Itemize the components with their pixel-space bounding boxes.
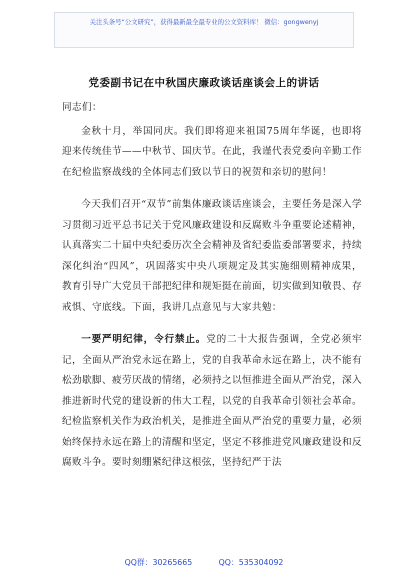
document-title: 党委副书记在中秋国庆廉政谈话座谈会上的讲话 (88, 77, 320, 89)
paragraph-2: 今天我们召开“双节”前集体廉政谈话座谈会，主要任务是深入学习贯彻习近平总书记关于党风廉政建设和反腐败斗争重要论述精神，认真落实二十届中央纪委历次全会精神及省纪委监委部署要求，持续深化纠治“四风”，巩固落实中央八项规定及其实施细则精神成果，教育引导广大党员干部把纪律和规矩挺在前面，切实做到知敬畏、存戒惧、守底线。下面，我讲几点意见与大家共勉： (62, 199, 362, 313)
section-1-heading: 一要严明纪律，令行禁止。 (81, 334, 207, 345)
document-body (62, 98, 362, 474)
promo-banner-text: 关注头条号“公文研究”，获得最新最全最专业的公文资料库！ 微信：gongwenyj (89, 18, 319, 26)
salutation: 同志们： (62, 102, 102, 113)
section-1-paragraph (62, 330, 362, 474)
footer-qq-group: QQ群：30265665 (124, 558, 193, 567)
footer-qq: QQ：535304092 (218, 558, 284, 567)
promo-banner (54, 12, 354, 48)
section-1-text: 党的二十大报告强调，全党必须牢记，全面从严治党永远在路上，党的自我革命永远在路上，决不能有松劲歇脚、疲劳厌战的情绪，必须持之以恒推进全面从严治党，深入推进新时代党的建设新的伟大工程，以党的自我革命引领社会革命。纪检监察机关作为政治机关，是推进全面从严治党的重要力量，必须始终保持永远在路上的清醒和坚定，坚定不移推进党风廉政建设和反腐败斗争。要时刻绷紧纪律这根弦，坚持纪严于法 (62, 334, 362, 468)
paragraph-1: 金秋十月，举国同庆。我们即将迎来祖国75周年华诞，也即将迎来传统佳节——中秋节、国庆节。在此，我谨代表党委向辛勤工作在纪检监察战线的全体同志们致以节日的祝贺和亲切的慰问！ (62, 125, 362, 178)
footer-contact (0, 557, 408, 568)
